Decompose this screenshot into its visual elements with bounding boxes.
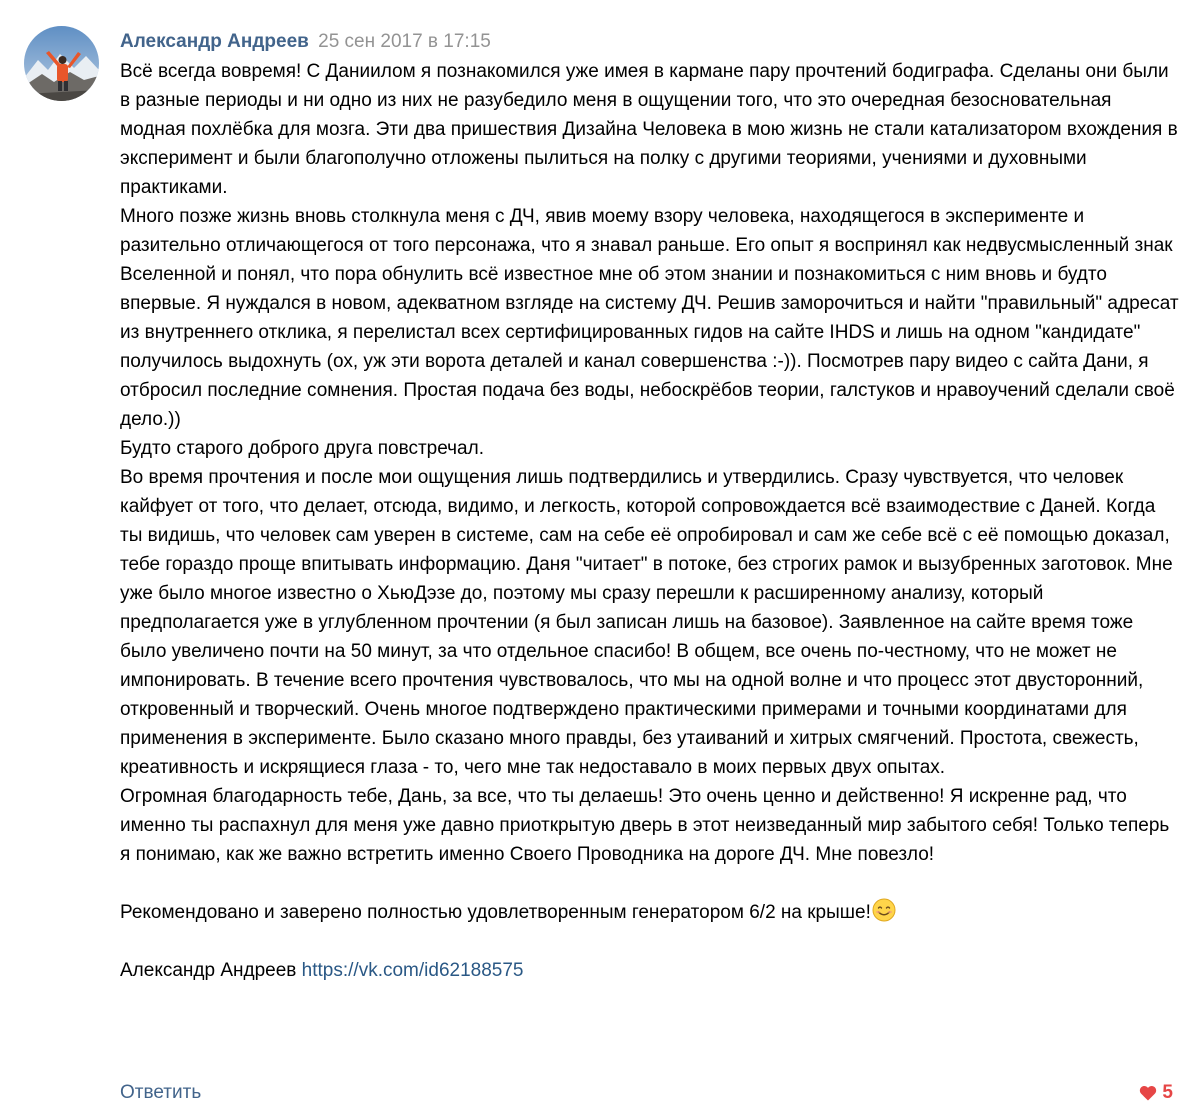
comment-paragraph: Во время прочтения и после мои ощущения лишь подтвердились и утвердились. Сразу чувствуется, что человек кайфует от того, что делает, отсюда, видимо, и легкость, которой сопровождается всё взаимодествие с Даней. Когда ты видишь, что человек сам уверен в системе, сам на себе её опробировал и сам же себе всё с её помощью доказал, тебе гораздо проще впитывать информацию. Даня "читает" в потоке, без строгих рамок и вызубренных заготовок. Мне уже было многое известно о ХьюДэзе до, поэтому мы сразу перешли к расширенному анализу, который предполагается уже в углубленном прочтении (я был записан лишь на базовое). Заявленное на сайте время тоже было увеличено почти на 50 минут, за что отдельное спасибо! В общем, все очень по-честному, что не может не импонировать. В течение всего прочтения чувствовалось, что мы на одной волне и что процесс этот двусторонний, откровенный и творческий. Очень многое подтверждено практическими примерами и точными координатами для применения в эксперименте. Было сказано много правды, без утаиваний и хитрых смягчений. Простота, свежесть, креативность и искрящиеся глаза - то, чего мне так недоставало в моих первых двух опытах.	[120, 467, 1178, 778]
reply-button[interactable]: Ответить	[120, 1082, 202, 1103]
heart-icon	[1139, 1085, 1157, 1101]
comment-body	[120, 28, 1184, 985]
comment-footer	[120, 1080, 1180, 1106]
avatar[interactable]	[24, 26, 99, 101]
avatar-photo	[24, 26, 99, 101]
author-name-link[interactable]: Александр Андреев	[120, 31, 309, 52]
recommendation-line	[120, 898, 1180, 927]
comment-paragraph: Всё всегда вовремя! С Даниилом я познакомился уже имея в кармане пару прочтений бодиграфа. Сделаны они были в разные периоды и ни одно из них не разубедило меня в ощущении того, что это очередная безосновательная модная похлёбка для мозга. Эти два пришествия Дизайна Человека в мою жизнь не стали катализатором вхождения в эксперимент и были благополучно отложены пылиться на полку с другими теориями, учениями и духовными практиками.	[120, 61, 1183, 198]
comment-date[interactable]: 25 сен 2017 в 17:15	[318, 31, 491, 52]
comment-header	[120, 28, 1180, 56]
signature-line	[120, 956, 1180, 985]
like-count: 5	[1162, 1082, 1173, 1103]
signature-link[interactable]: https://vk.com/id62188575	[301, 960, 524, 981]
signature-name: Александр Андреев	[120, 960, 297, 981]
comment-text	[120, 57, 1184, 985]
smiling-face-emoji-icon	[872, 898, 896, 922]
recommendation-text: Рекомендовано и заверено полностью удовлетворенным генератором 6/2 на крыше!	[120, 902, 871, 923]
comment-paragraph: Огромная благодарность тебе, Дань, за все, что ты делаешь! Это очень ценно и действенно! Я искренне рад, что именно ты распахнул для меня уже давно приоткрытую дверь в этот неизведанный мир забытого себя! Только теперь я понимаю, как же важно встретить именно Своего Проводника на дороге ДЧ. Мне повезло!	[120, 786, 1175, 865]
comment-paragraph: Много позже жизнь вновь столкнула меня с ДЧ, явив моему взору человека, находящегося в эксперименте и разительно отличающегося от того персонажа, что я знавал раньше. Его опыт я воспринял как недвусмысленный знак Вселенной и понял, что пора обнулить всё известное мне об этом знании и познакомиться с ним вновь и будто впервые. Я нуждался в новом, адекватном взгляде на систему ДЧ. Решив заморочиться и найти "правильный" адресат из внутреннего отклика, я перелистал всех сертифицированных гидов на сайте IHDS и лишь на одном "кандидате" получилось выдохнуть (ох, уж эти ворота деталей и канал совершенства :-)). Посмотрев пару видео с сайта Дани, я отбросил последние сомнения. Простая подача без воды, небоскрёбов теории, галстуков и нравоучений сделали своё дело.))	[120, 206, 1184, 430]
comment-paragraph: Будто старого доброго друга повстречал.	[120, 438, 484, 459]
like-button[interactable]	[1139, 1080, 1173, 1106]
